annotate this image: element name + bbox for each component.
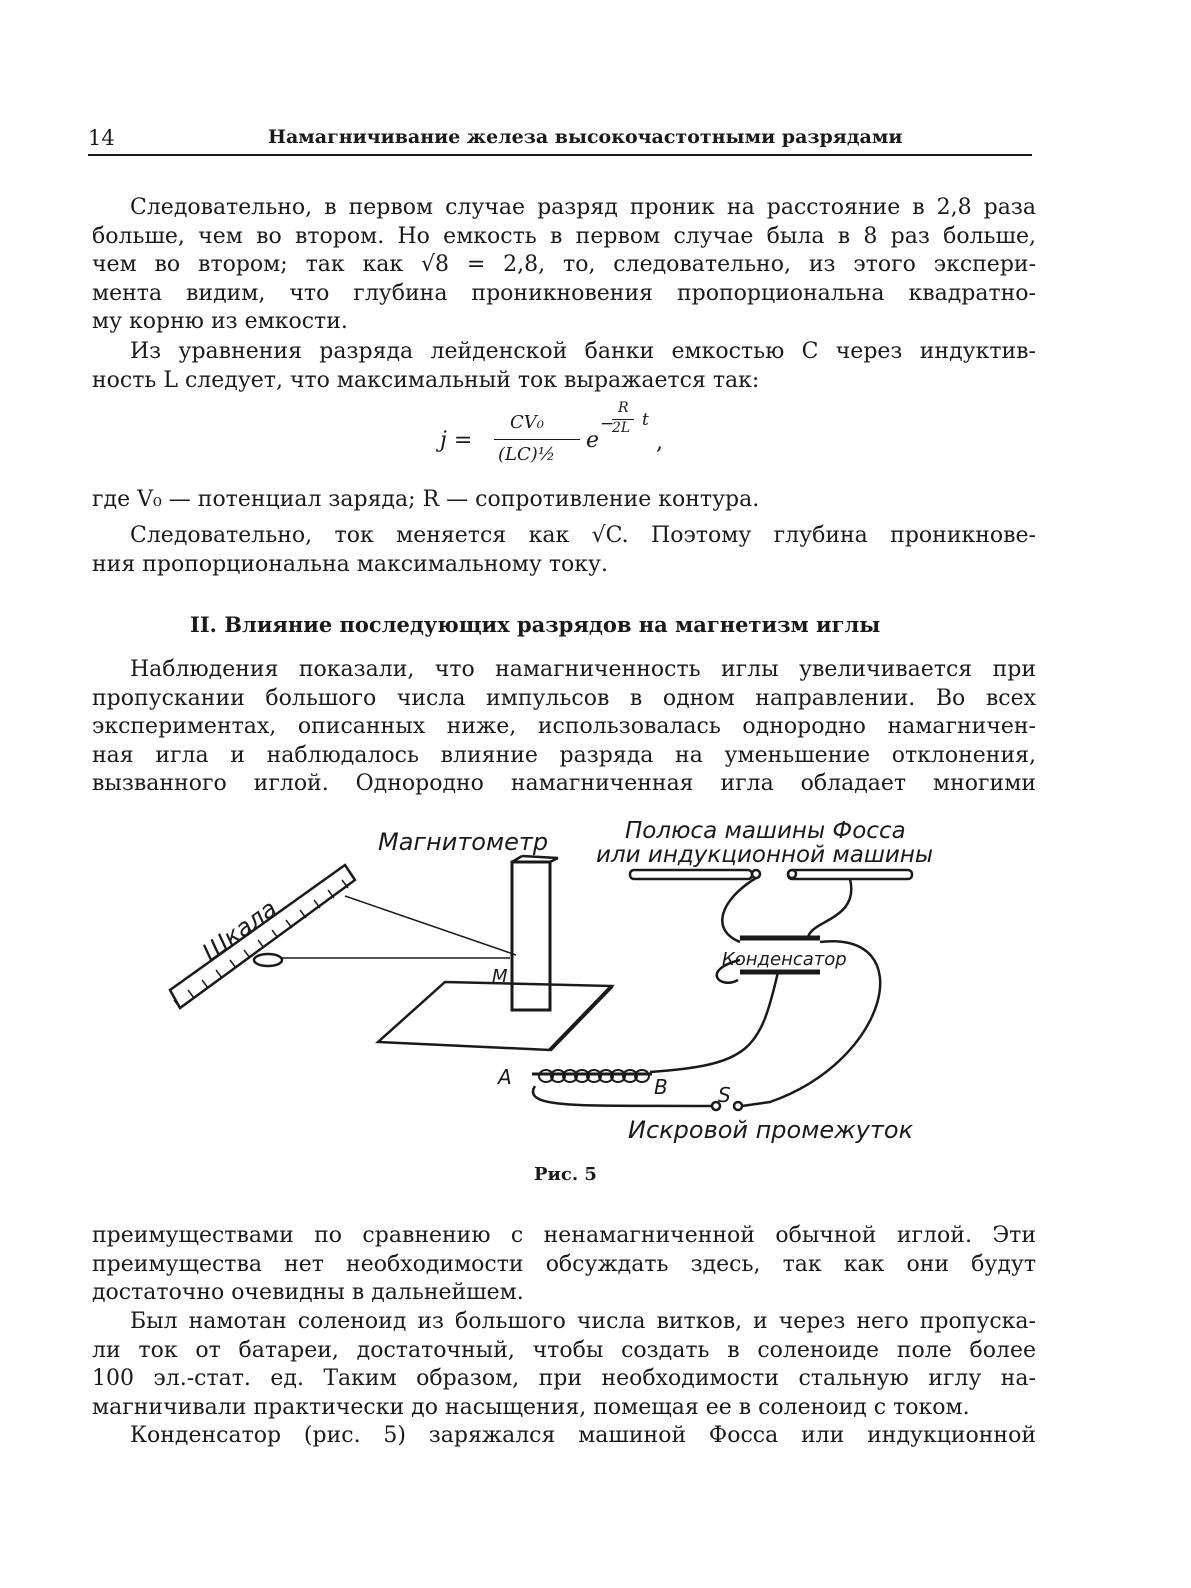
label-spark-gap: Искровой промежуток <box>628 1116 914 1144</box>
paragraph-discharge-equation <box>92 338 1036 395</box>
text-line: ная игла и наблюдалось влияние разряда на уменьшение отклонения, <box>92 742 1036 768</box>
figure-caption: Рис. 5 <box>534 1164 597 1185</box>
text-line: где V₀ — потенциал заряда; R — сопротивление контура. <box>92 487 760 512</box>
pole-left-ball <box>752 870 760 878</box>
solenoid-coil <box>532 1070 652 1082</box>
pole-left <box>630 870 752 879</box>
section-heading: II. Влияние последующих разрядов на магнетизм иглы <box>190 612 881 637</box>
formula-exp-var: t <box>642 410 649 430</box>
wire-condenser-coil <box>650 972 778 1072</box>
text-line: экспериментах, описанных ниже, использовалась однородно намагничен- <box>92 714 1036 739</box>
paragraph-observations <box>92 656 1036 799</box>
formula-exp-base: e <box>586 428 600 453</box>
text-line: мента видим, что глубина проникновения пропорциональна квадратно- <box>92 280 1036 306</box>
text-line: Конденсатор (рис. 5) заряжался машиной Фосса или индукционной <box>130 1423 1036 1448</box>
figure-5-diagram <box>160 810 960 1160</box>
formula-numerator: CV₀ <box>510 412 544 433</box>
formula-minus: − <box>600 414 615 434</box>
text-line: ность L следует, что максимальный ток выражается так: <box>92 367 760 393</box>
paragraph-advantages <box>92 1222 1036 1308</box>
label-poles-line2: или индукционной машины <box>596 842 934 868</box>
text-line: Из уравнения разряда лейденской банки емкостью C через индуктив- <box>130 339 1036 364</box>
text-line: преимуществами по сравнению с ненамагниченной обычной иглой. Эти <box>92 1223 1036 1248</box>
formula-comma: , <box>656 430 663 455</box>
text-line: магничивали практически до насыщения, помещая ее в соленоид с током. <box>92 1394 970 1420</box>
telescope <box>254 954 282 966</box>
text-line: пропускании большого числа импульсов в одном направлении. Во всех <box>92 685 1036 711</box>
text-line: Следовательно, ток меняется как √C. Поэтому глубина проникнове- <box>130 523 1036 548</box>
wire-coil-gap <box>533 1086 712 1106</box>
label-m: M <box>492 966 508 987</box>
label-scale: Шкала <box>197 894 283 967</box>
text-line: му корню из емкости. <box>92 309 348 334</box>
text-line: Наблюдения показали, что намагниченность иглы увеличивается при <box>130 657 1036 682</box>
paragraph-depth-ratio <box>92 194 1036 337</box>
formula-exp-numerator: R <box>618 400 629 416</box>
scale-ruler <box>170 865 355 1008</box>
text-line: чем во втором; так как √8 = 2,8, то, следовательно, из этого экспери- <box>92 252 1036 277</box>
page-header <box>88 124 1032 156</box>
running-title: Намагничивание железа высокочастотными разрядами <box>268 126 903 148</box>
label-s: S <box>718 1083 731 1107</box>
label-a: A <box>498 1065 512 1089</box>
text-line: Был намотан соленоид из большого числа витков, и через него пропуска- <box>130 1309 1036 1334</box>
paragraph-current-change <box>92 522 1036 579</box>
formula-lhs: j = <box>440 428 473 453</box>
wire-pole-right-condenser <box>808 879 851 938</box>
text-line: ли ток от батареи, достаточный, чтобы создать в соленоиде поле более <box>92 1337 1036 1363</box>
current-formula <box>440 400 700 478</box>
paragraph-variables <box>92 486 1036 515</box>
label-magnetometer: Магнитометр <box>378 828 549 856</box>
magnetometer-base <box>378 982 612 1050</box>
pole-right-ball <box>788 870 796 878</box>
text-line: ния пропорциональна максимальному току. <box>92 551 608 577</box>
spark-gap-ball-right <box>734 1102 742 1110</box>
text-line: Следовательно, в первом случае разряд проник на расстояние в 2,8 раза <box>130 195 1036 220</box>
fraction-bar <box>494 439 580 440</box>
label-condenser: Конденсатор <box>722 949 847 970</box>
formula-denominator: (LC)½ <box>498 444 556 465</box>
label-poles-line1: Полюса машины Фосса <box>625 818 906 844</box>
pole-right <box>788 870 912 879</box>
magnetometer-column <box>512 862 550 1010</box>
text-line: больше, чем во втором. Но емкость в первом случае была в 8 раз больше, <box>92 223 1036 249</box>
text-line: преимущества нет необходимости обсуждать здесь, так как они будут <box>92 1251 1036 1277</box>
sight-line-upper <box>345 896 516 955</box>
paragraph-condenser <box>92 1422 1036 1451</box>
text-line: 100 эл.-стат. ед. Таким образом, при необходимости стальную иглу на- <box>92 1366 1036 1391</box>
text-line: достаточно очевидны в дальнейшем. <box>92 1280 524 1305</box>
text-line: вызванного иглой. Однородно намагниченная игла обладает многими <box>92 771 1036 796</box>
paragraph-solenoid <box>92 1308 1036 1422</box>
formula-exp-denominator: 2L <box>612 420 631 436</box>
page-number: 14 <box>88 126 115 150</box>
wire-pole-left-condenser <box>722 878 756 942</box>
label-b: B <box>654 1075 668 1099</box>
